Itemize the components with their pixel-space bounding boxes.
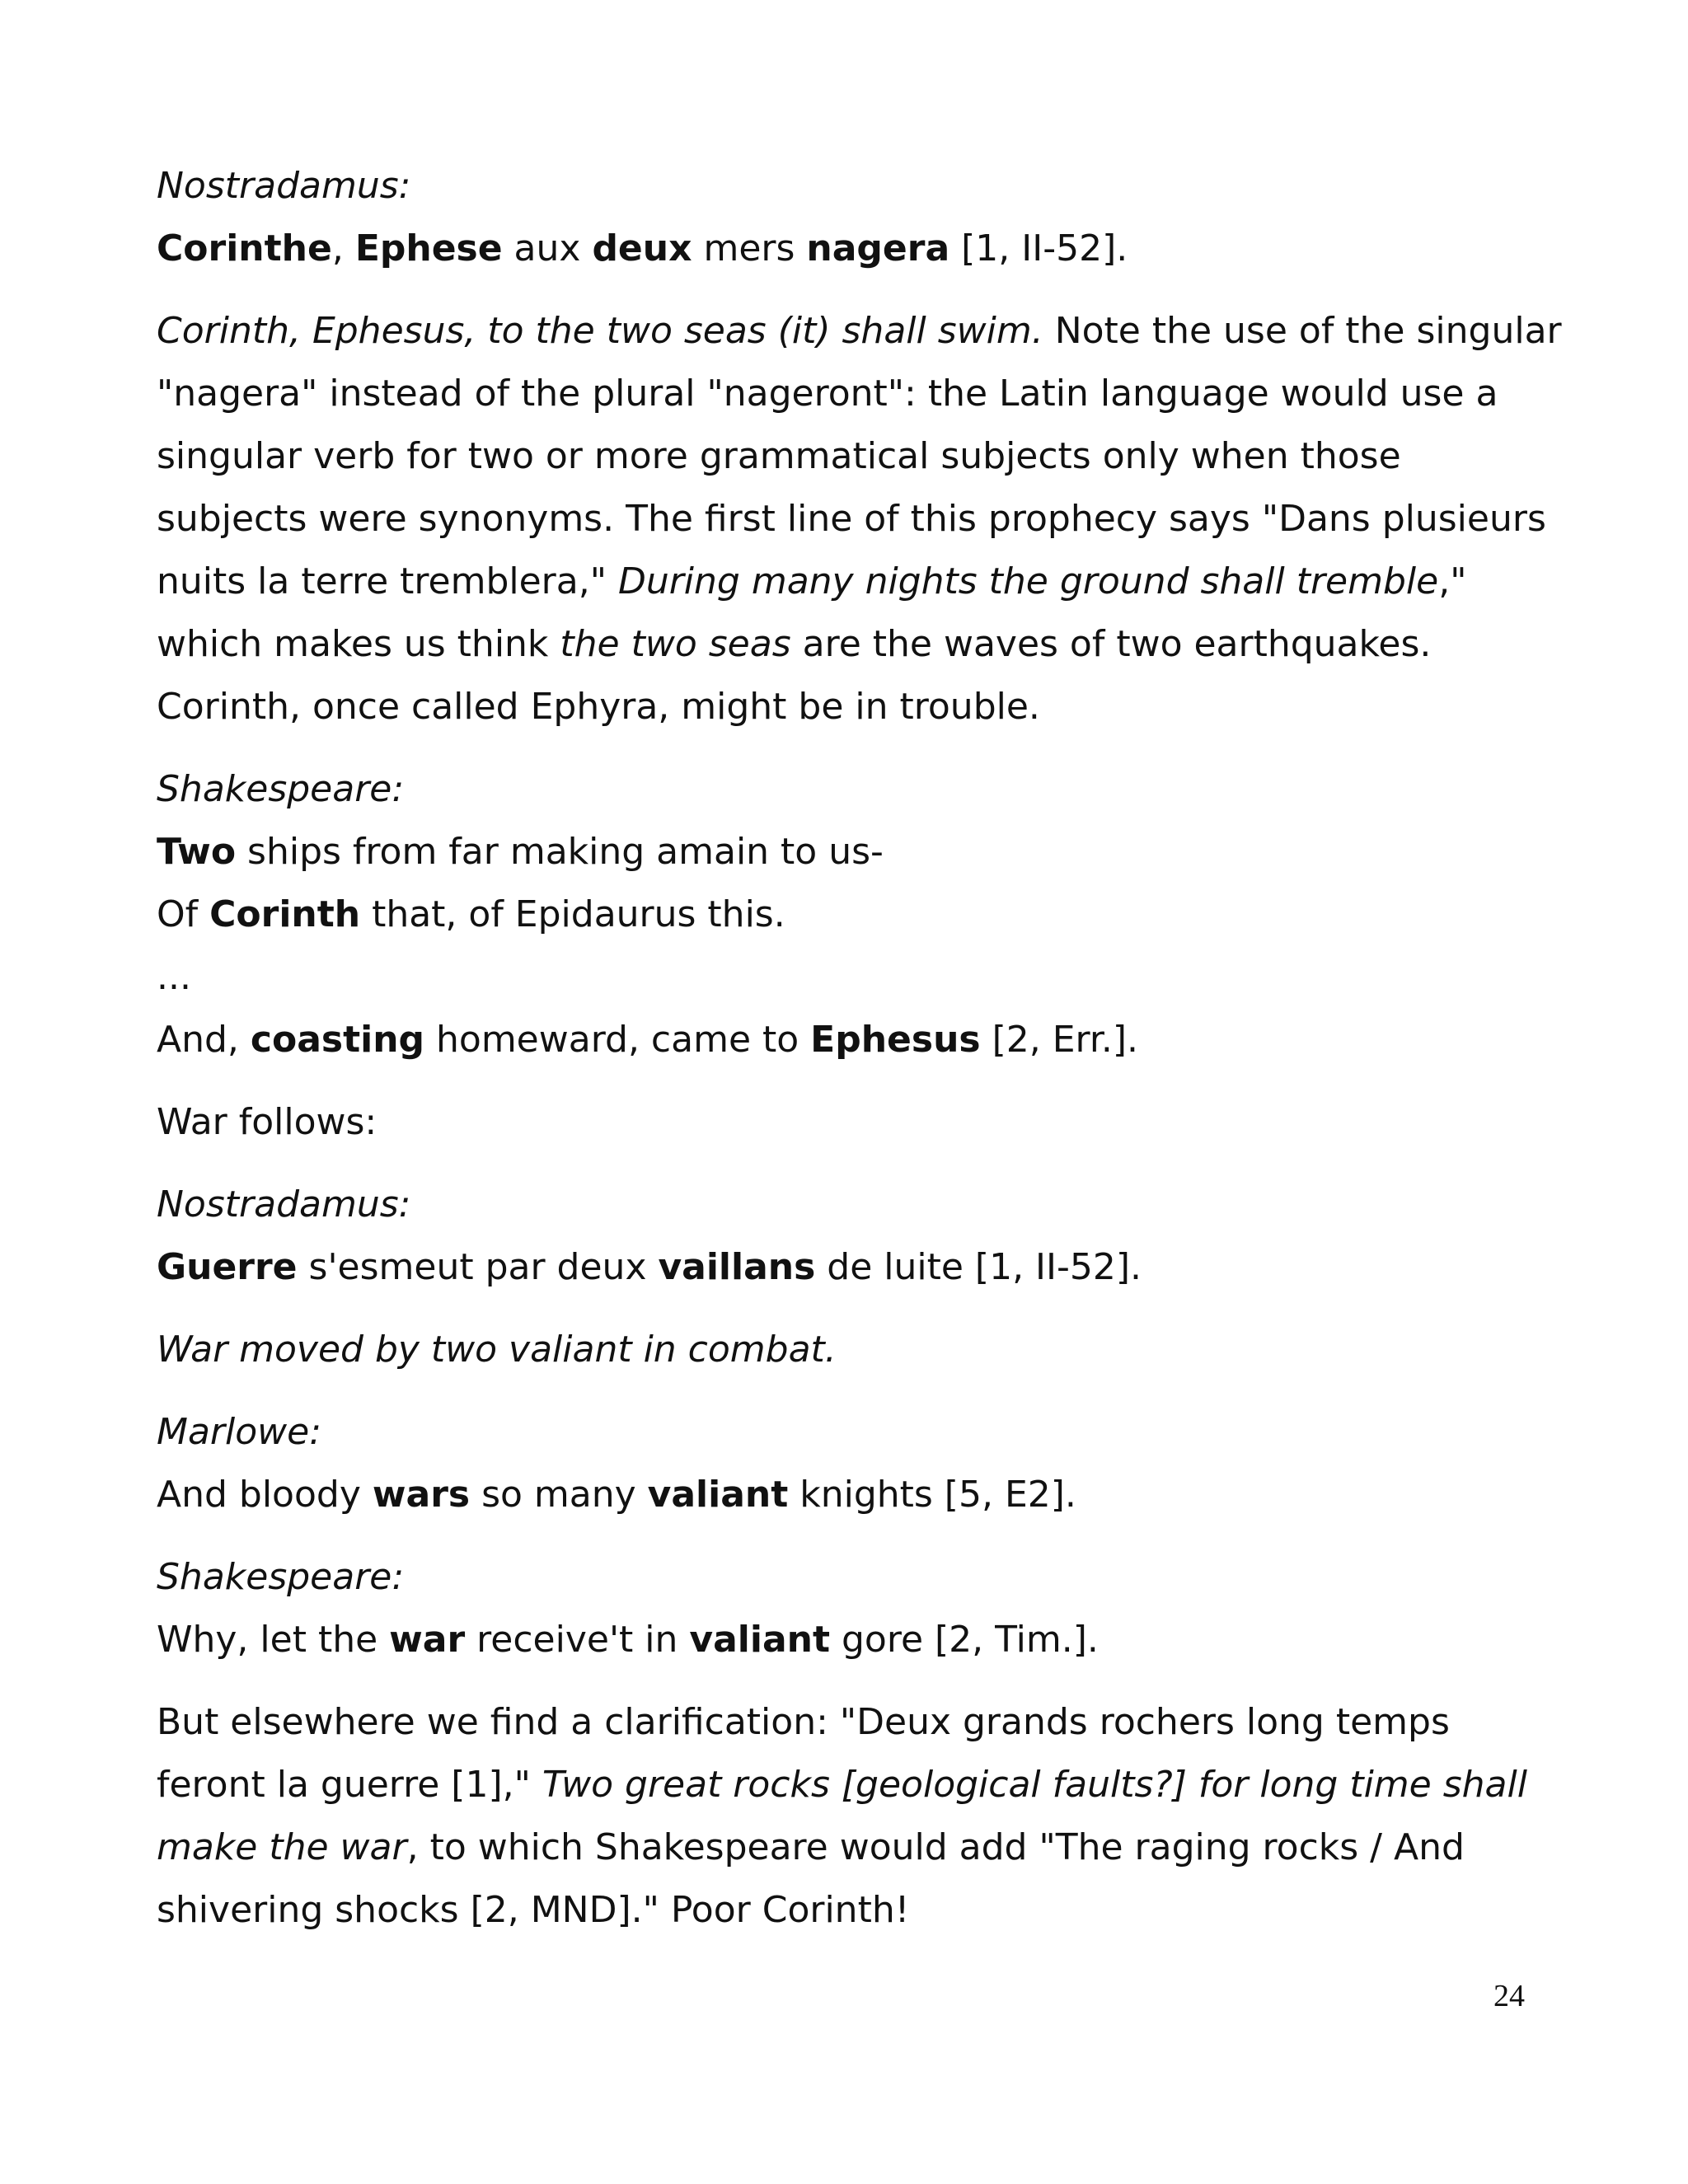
quote-text: receive't in xyxy=(465,1619,690,1661)
document-body xyxy=(157,155,1562,1942)
translation-text: make the war xyxy=(157,1826,407,1868)
paragraph-text: are the waves of two earthquakes. xyxy=(790,623,1432,665)
speaker-label: Shakespeare: xyxy=(157,1556,405,1598)
keyword: deux xyxy=(592,227,692,269)
paragraph-text: feront la guerre [1]," xyxy=(157,1764,542,1806)
paragraph-line xyxy=(157,1754,1541,1816)
quote-text: s'esmeut par deux xyxy=(297,1246,659,1288)
keyword: valiant xyxy=(647,1474,789,1516)
quote-line xyxy=(157,1236,1541,1299)
speaker-label: Marlowe: xyxy=(157,1411,322,1453)
paragraph-line: Corinth, once called Ephyra, might be in trouble. xyxy=(157,686,1040,728)
quote-text: homeward, came to xyxy=(424,1019,811,1061)
keyword: Guerre xyxy=(157,1246,298,1288)
paragraph-text: , to which Shakespeare would add "The raging rocks / And xyxy=(406,1826,1465,1868)
paragraph-line: singular verb for two or more grammatical subjects only when those xyxy=(157,435,1401,477)
paragraph-line xyxy=(157,300,1562,363)
quote-line xyxy=(157,1464,1541,1526)
paragraph-line: "nagera" instead of the plural "nageront": the Latin language would use a xyxy=(157,373,1498,415)
keyword: Two xyxy=(157,831,237,873)
quote-line xyxy=(157,883,1541,946)
keyword: coasting xyxy=(250,1019,425,1061)
keyword: wars xyxy=(372,1474,471,1516)
keyword: war xyxy=(389,1619,466,1661)
keyword: Corinth xyxy=(209,893,361,935)
quote-text: ships from far making amain to us- xyxy=(236,831,884,873)
commentary-paragraph xyxy=(157,300,1562,738)
quote-text: [1, II-52]. xyxy=(950,227,1128,269)
quote-text: Of xyxy=(157,893,210,935)
keyword: Corinthe xyxy=(157,227,332,269)
nostradamus-quote-block xyxy=(157,1174,1541,1299)
quote-line xyxy=(157,1609,1541,1671)
marlowe-quote-block xyxy=(157,1401,1541,1526)
quote-text: Why, let the xyxy=(157,1619,390,1661)
paragraph-line xyxy=(157,613,1541,676)
translation-text: Corinth, Ephesus, to the two seas (it) shall swim. xyxy=(157,310,1043,352)
ellipsis: ... xyxy=(157,956,191,998)
paragraph-line: shivering shocks [2, MND]." Poor Corinth! xyxy=(157,1889,910,1931)
paragraph-text: nuits la terre tremblera," xyxy=(157,560,618,602)
paragraph-text: which makes us think xyxy=(157,623,560,665)
quote-line xyxy=(157,218,1541,280)
paragraph-line: But elsewhere we find a clarification: "Deux grands rochers long temps xyxy=(157,1701,1450,1743)
keyword: valiant xyxy=(689,1619,830,1661)
keyword: Ephese xyxy=(354,227,503,269)
emphasis-text: the two seas xyxy=(560,623,791,665)
quote-text: so many xyxy=(470,1474,648,1516)
translation-text: During many nights the ground shall tremble xyxy=(617,560,1439,602)
speaker-label: Nostradamus: xyxy=(157,165,411,207)
quote-text: And, xyxy=(157,1019,251,1061)
shakespeare-quote-block xyxy=(157,1546,1541,1671)
speaker-label: Shakespeare: xyxy=(157,768,405,810)
shakespeare-quote-block xyxy=(157,758,1541,1071)
quote-text: gore [2, Tim.]. xyxy=(830,1619,1099,1661)
keyword: Ephesus xyxy=(810,1019,981,1061)
translation-text: Two great rocks [geological faults?] for long time shall xyxy=(542,1764,1527,1806)
quote-line xyxy=(157,1009,1541,1071)
paragraph-line xyxy=(157,551,1541,613)
quote-text: de luite [1, II-52]. xyxy=(815,1246,1142,1288)
quote-text: knights [5, E2]. xyxy=(788,1474,1076,1516)
quote-text: mers xyxy=(692,227,807,269)
quote-text: aux xyxy=(502,227,593,269)
transition-text: War follows: xyxy=(157,1101,377,1143)
quote-text: , xyxy=(331,227,355,269)
quote-line xyxy=(157,821,1541,883)
paragraph-line: subjects were synonyms. The first line of this prophecy says "Dans plusieurs xyxy=(157,498,1546,540)
page-number: 24 xyxy=(1493,1979,1525,2013)
paragraph-text: ," xyxy=(1438,560,1467,602)
translation-text: War moved by two valiant in combat. xyxy=(157,1329,837,1371)
keyword: nagera xyxy=(806,227,950,269)
keyword: vaillans xyxy=(658,1246,816,1288)
quote-text: [2, Err.]. xyxy=(980,1019,1139,1061)
speaker-label: Nostradamus: xyxy=(157,1183,411,1226)
quote-text: And bloody xyxy=(157,1474,373,1516)
paragraph-text: Note the use of the singular xyxy=(1043,310,1562,352)
quote-text: that, of Epidaurus this. xyxy=(360,893,785,935)
paragraph-line xyxy=(157,1816,1541,1879)
closing-paragraph xyxy=(157,1691,1541,1942)
